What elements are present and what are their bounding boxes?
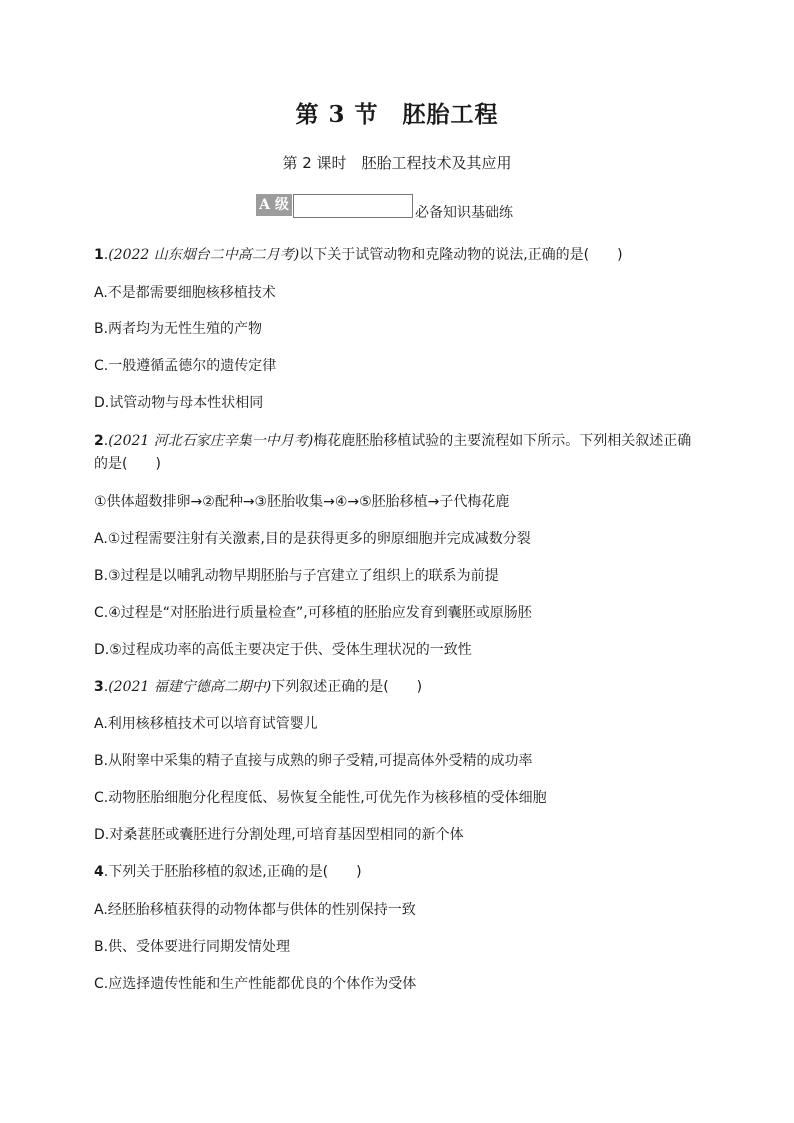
question-4-option-b: B.供、受体要进行同期发情处理	[94, 939, 291, 955]
question-text: 下列叙述正确的是( )	[271, 679, 423, 695]
section-title: 第 3 节 胚胎工程	[295, 101, 499, 128]
level-header	[256, 194, 513, 220]
question-2-option-b: B.③过程是以哺乳动物早期胚胎与子宫建立了组织上的联系为前提	[94, 568, 499, 584]
question-2-flow: ①供体超数排卵→②配种→③胚胎收集→④→⑤胚胎移植→子代梅花鹿	[94, 494, 510, 510]
level-title: 必备知识基础练	[415, 205, 513, 221]
question-1-option-d: D.试管动物与母本性状相同	[94, 395, 264, 411]
question-3-option-b: B.从附睾中采集的精子直接与成熟的卵子受精,可提高体外受精的成功率	[94, 753, 533, 769]
question-text: 梅花鹿胚胎移植试验的主要流程如下所示。下列相关叙述正确的是( )	[94, 433, 692, 472]
question-4-option-c: C.应选择遗传性能和生产性能都优良的个体作为受体	[94, 976, 417, 992]
question-text: 以下关于试管动物和克隆动物的说法,正确的是( )	[299, 247, 623, 263]
question-number: 3	[94, 679, 104, 695]
question-number: 1	[94, 247, 104, 263]
question-number: 2	[94, 433, 104, 449]
question-3-stem	[94, 676, 704, 699]
level-badge: A 级	[256, 194, 292, 216]
question-2-stem	[94, 430, 704, 476]
question-1-stem	[94, 244, 704, 267]
question-3-option-a: A.利用核移植技术可以培育试管婴儿	[94, 716, 318, 732]
question-2-option-a: A.①过程需要注射有关激素,目的是获得更多的卵原细胞并完成减数分裂	[94, 531, 531, 547]
question-4-option-a: A.经胚胎移植获得的动物体都与供体的性别保持一致	[94, 902, 416, 918]
question-text: .下列关于胚胎移植的叙述,正确的是( )	[103, 864, 362, 880]
question-1-option-a: A.不是都需要细胞核移植技术	[94, 285, 276, 301]
question-3-option-c: C.动物胚胎细胞分化程度低、易恢复全能性,可优先作为核移植的受体细胞	[94, 790, 547, 806]
level-score-box	[293, 194, 413, 218]
question-4-stem	[94, 861, 704, 884]
question-number: 4	[94, 864, 104, 880]
question-1-option-c: C.一般遵循孟德尔的遗传定律	[94, 358, 277, 374]
question-source: .(2022 山东烟台二中高二月考)	[103, 247, 300, 263]
question-2-option-c: C.④过程是“对胚胎进行质量检查”,可移植的胚胎应发育到囊胚或原肠胚	[94, 605, 532, 621]
question-source: .(2021 福建宁德高二期中)	[103, 679, 272, 695]
question-3-option-d: D.对桑葚胚或囊胚进行分割处理,可培育基因型相同的新个体	[94, 827, 464, 843]
lesson-subtitle: 第 2 课时 胚胎工程技术及其应用	[282, 154, 512, 172]
question-source: .(2021 河北石家庄辛集一中月考)	[103, 433, 314, 449]
question-1-option-b: B.两者均为无性生殖的产物	[94, 321, 263, 337]
question-2-option-d: D.⑤过程成功率的高低主要决定于供、受体生理状况的一致性	[94, 642, 472, 658]
